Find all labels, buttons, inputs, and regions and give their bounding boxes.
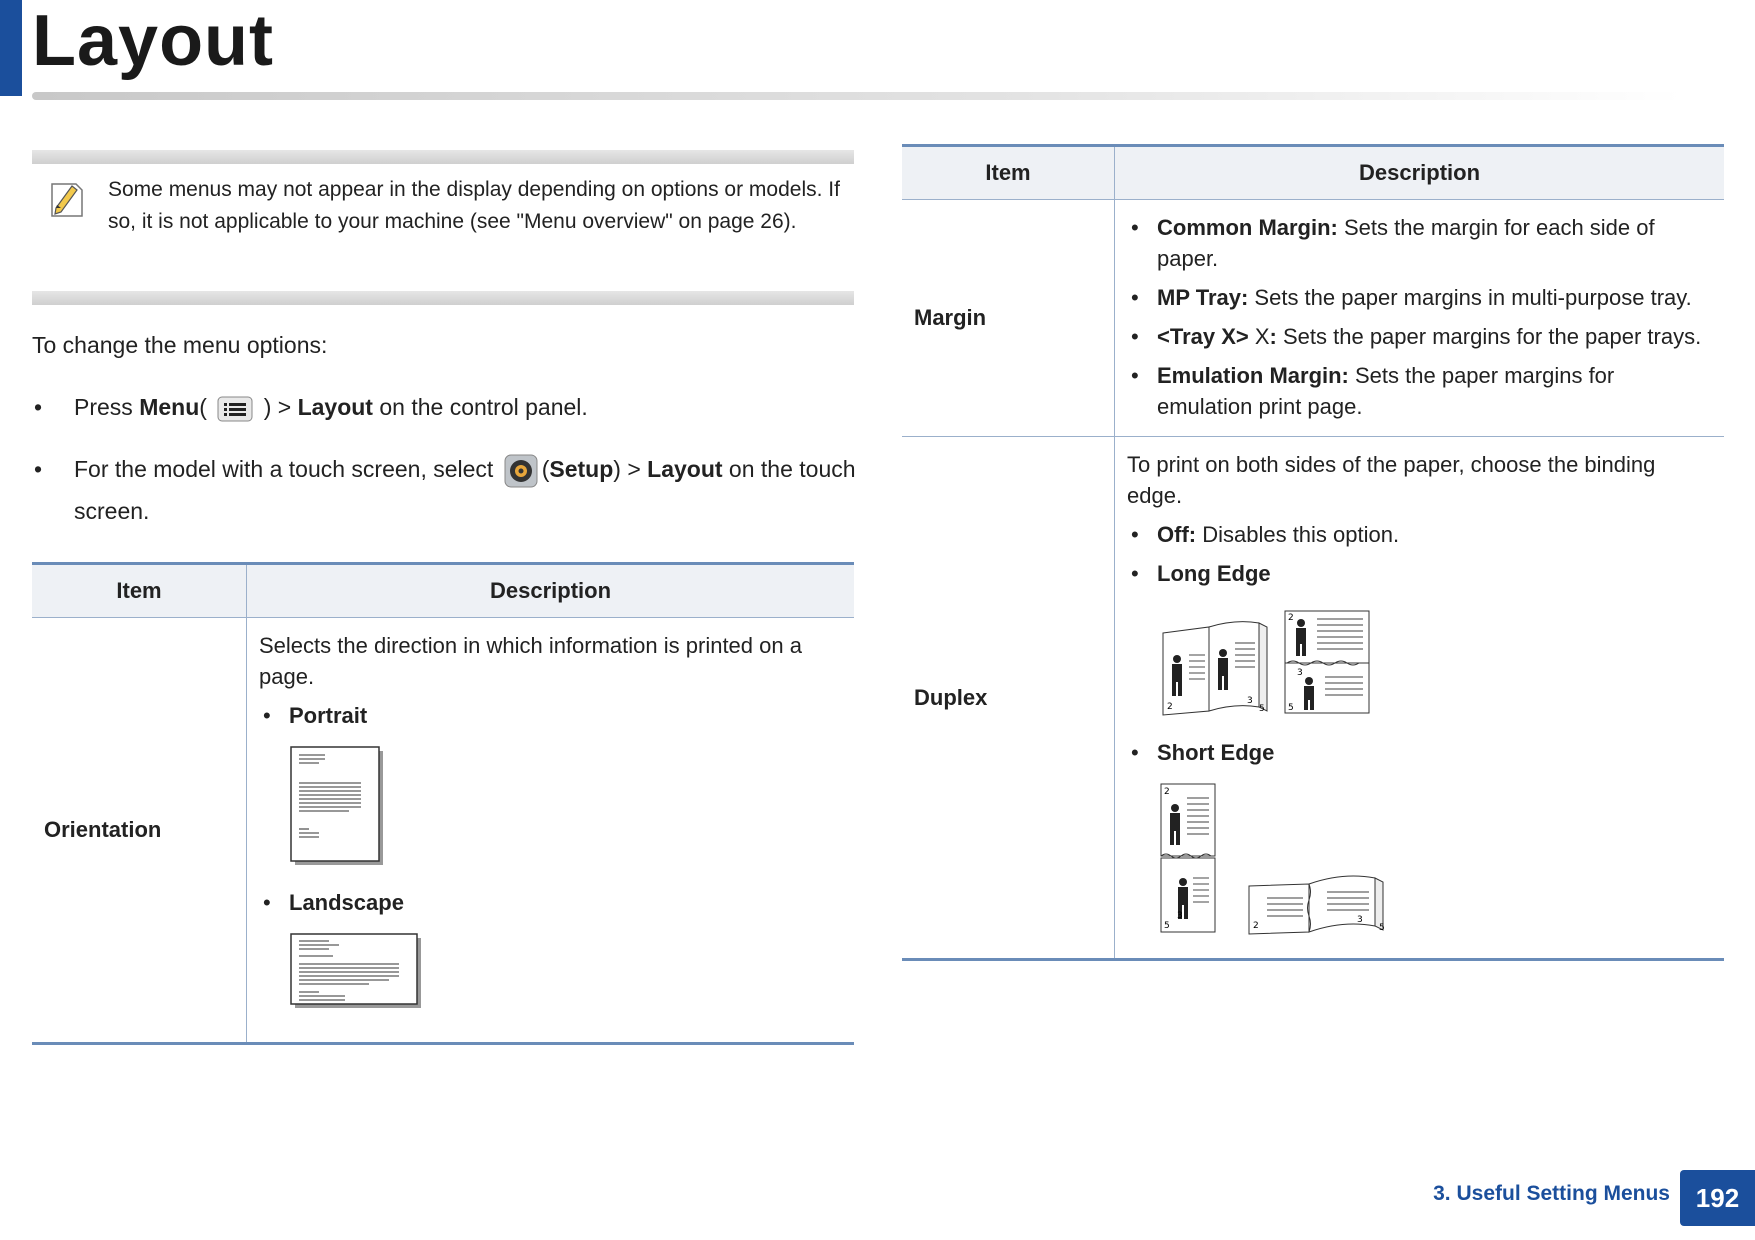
- emulation-margin-label: Emulation Margin:: [1157, 363, 1349, 388]
- instruction-item: [32, 386, 862, 428]
- instruction-list: [32, 386, 862, 552]
- note-top-rule: [32, 150, 854, 164]
- landscape-figure: [289, 932, 842, 1018]
- option-landscape: [259, 887, 842, 918]
- text: (: [199, 394, 207, 420]
- title-accent-bar: [0, 0, 22, 96]
- table-header-row: [32, 564, 854, 618]
- header-item: Item: [902, 146, 1115, 200]
- menu-keyword: Menu: [139, 394, 200, 420]
- page-digit: 5: [1379, 923, 1385, 933]
- footer-section-title: 3. Useful Setting Menus: [1433, 1182, 1670, 1205]
- bullet: •: [1131, 285, 1139, 310]
- table-header-row: [902, 146, 1724, 200]
- orientation-table: [32, 562, 854, 1045]
- tray-x-text: X: [1248, 324, 1270, 349]
- note-box: [32, 150, 854, 305]
- option-off: [1127, 519, 1712, 550]
- page-digit: 5: [1288, 703, 1294, 713]
- long-edge-figure: [1157, 603, 1712, 727]
- bullet: •: [34, 394, 43, 420]
- bullet: •: [1131, 740, 1139, 765]
- option-mp-tray: [1127, 282, 1712, 313]
- page-digit: 5: [1164, 921, 1170, 931]
- setup-gear-icon: [504, 454, 538, 488]
- layout-keyword: Layout: [297, 394, 373, 420]
- page-digit: 2: [1167, 702, 1173, 712]
- text: on the control panel.: [372, 394, 588, 420]
- option-emulation-margin: [1127, 360, 1712, 422]
- bullet: •: [1131, 363, 1139, 388]
- margin-duplex-table: [902, 144, 1724, 961]
- option-portrait: [259, 700, 842, 731]
- tray-x-colon: :: [1269, 324, 1277, 349]
- bullet: •: [1131, 215, 1139, 240]
- common-margin-label: Common Margin:: [1157, 215, 1338, 240]
- title-rule: [32, 92, 1682, 100]
- page-digit: 5: [1259, 704, 1265, 714]
- desc-margin: [1115, 200, 1725, 437]
- option-short-edge: [1127, 737, 1712, 768]
- portrait-page-illustration: [289, 745, 389, 869]
- desc-orientation: [247, 618, 855, 1044]
- orientation-desc: Selects the direction in which information is printed on a page.: [259, 633, 802, 689]
- intro-text: To change the menu options:: [32, 332, 328, 358]
- page-digit: 3: [1357, 915, 1363, 925]
- page-digit: 3: [1247, 696, 1253, 706]
- desc-duplex: [1115, 437, 1725, 960]
- page-number: 192: [1680, 1170, 1755, 1226]
- landscape-page-illustration: [289, 932, 425, 1010]
- item-margin: Margin: [902, 200, 1115, 437]
- page-digit: 3: [1297, 668, 1303, 678]
- menu-button-icon: [217, 396, 253, 422]
- setup-keyword: Setup: [549, 456, 614, 482]
- table-row: [902, 437, 1724, 960]
- text: ) >: [263, 394, 298, 420]
- landscape-label: Landscape: [289, 890, 404, 915]
- instruction-item: [32, 448, 862, 532]
- page-digit: 2: [1253, 921, 1259, 931]
- short-edge-figure: [1157, 782, 1712, 944]
- portrait-figure: [289, 745, 842, 877]
- page-digit: 3: [1177, 911, 1183, 921]
- short-edge-illustration: [1157, 782, 1417, 936]
- text: (: [541, 456, 550, 482]
- bullet: •: [263, 890, 271, 915]
- bullet: •: [1131, 561, 1139, 586]
- option-common-margin: [1127, 212, 1712, 274]
- table-row: [902, 200, 1724, 437]
- long-edge-label: Long Edge: [1157, 561, 1271, 586]
- tray-x-desc: Sets the paper margins for the paper trays.: [1276, 324, 1702, 349]
- note-bottom-rule: [32, 291, 854, 305]
- text: on the touch screen.: [74, 456, 856, 524]
- off-label: Off:: [1157, 522, 1197, 547]
- mp-tray-desc: Sets the paper margins in multi-purpose tray.: [1248, 285, 1692, 310]
- off-desc: Disables this option.: [1196, 522, 1400, 547]
- page-title: Layout: [32, 1, 275, 81]
- short-edge-label: Short Edge: [1157, 740, 1275, 765]
- text: ) >: [613, 456, 648, 482]
- table-row: [32, 618, 854, 1044]
- note-pencil-icon: [48, 178, 86, 220]
- layout-keyword: Layout: [647, 456, 723, 482]
- tray-x-label: <Tray X>: [1157, 324, 1249, 349]
- bullet: •: [34, 456, 43, 482]
- long-edge-illustration: [1157, 603, 1387, 719]
- item-duplex: Duplex: [902, 437, 1115, 960]
- emulation-margin-desc: Sets the paper margins for emulation print page.: [1157, 363, 1615, 419]
- duplex-desc: To print on both sides of the paper, choose the binding edge.: [1127, 452, 1656, 508]
- common-margin-desc: Sets the margin for each side of paper.: [1157, 215, 1655, 271]
- option-long-edge: [1127, 558, 1712, 589]
- note-text: Some menus may not appear in the display depending on options or models. If so, it is not applicable to your machine (see "Menu overview" on page 26).: [108, 178, 840, 233]
- text: Press: [74, 394, 140, 420]
- portrait-label: Portrait: [289, 703, 368, 728]
- option-tray-x: [1127, 321, 1712, 352]
- page-digit: 2: [1164, 787, 1170, 797]
- page-digit: 2: [1288, 613, 1294, 623]
- mp-tray-label: MP Tray:: [1157, 285, 1249, 310]
- bullet: •: [263, 703, 271, 728]
- header-item: Item: [32, 564, 247, 618]
- header-description: Description: [1115, 146, 1725, 200]
- header-description: Description: [247, 564, 855, 618]
- bullet: •: [1131, 324, 1139, 349]
- bullet: •: [1131, 522, 1139, 547]
- text: For the model with a touch screen, select: [74, 456, 500, 482]
- item-orientation: Orientation: [32, 618, 247, 1044]
